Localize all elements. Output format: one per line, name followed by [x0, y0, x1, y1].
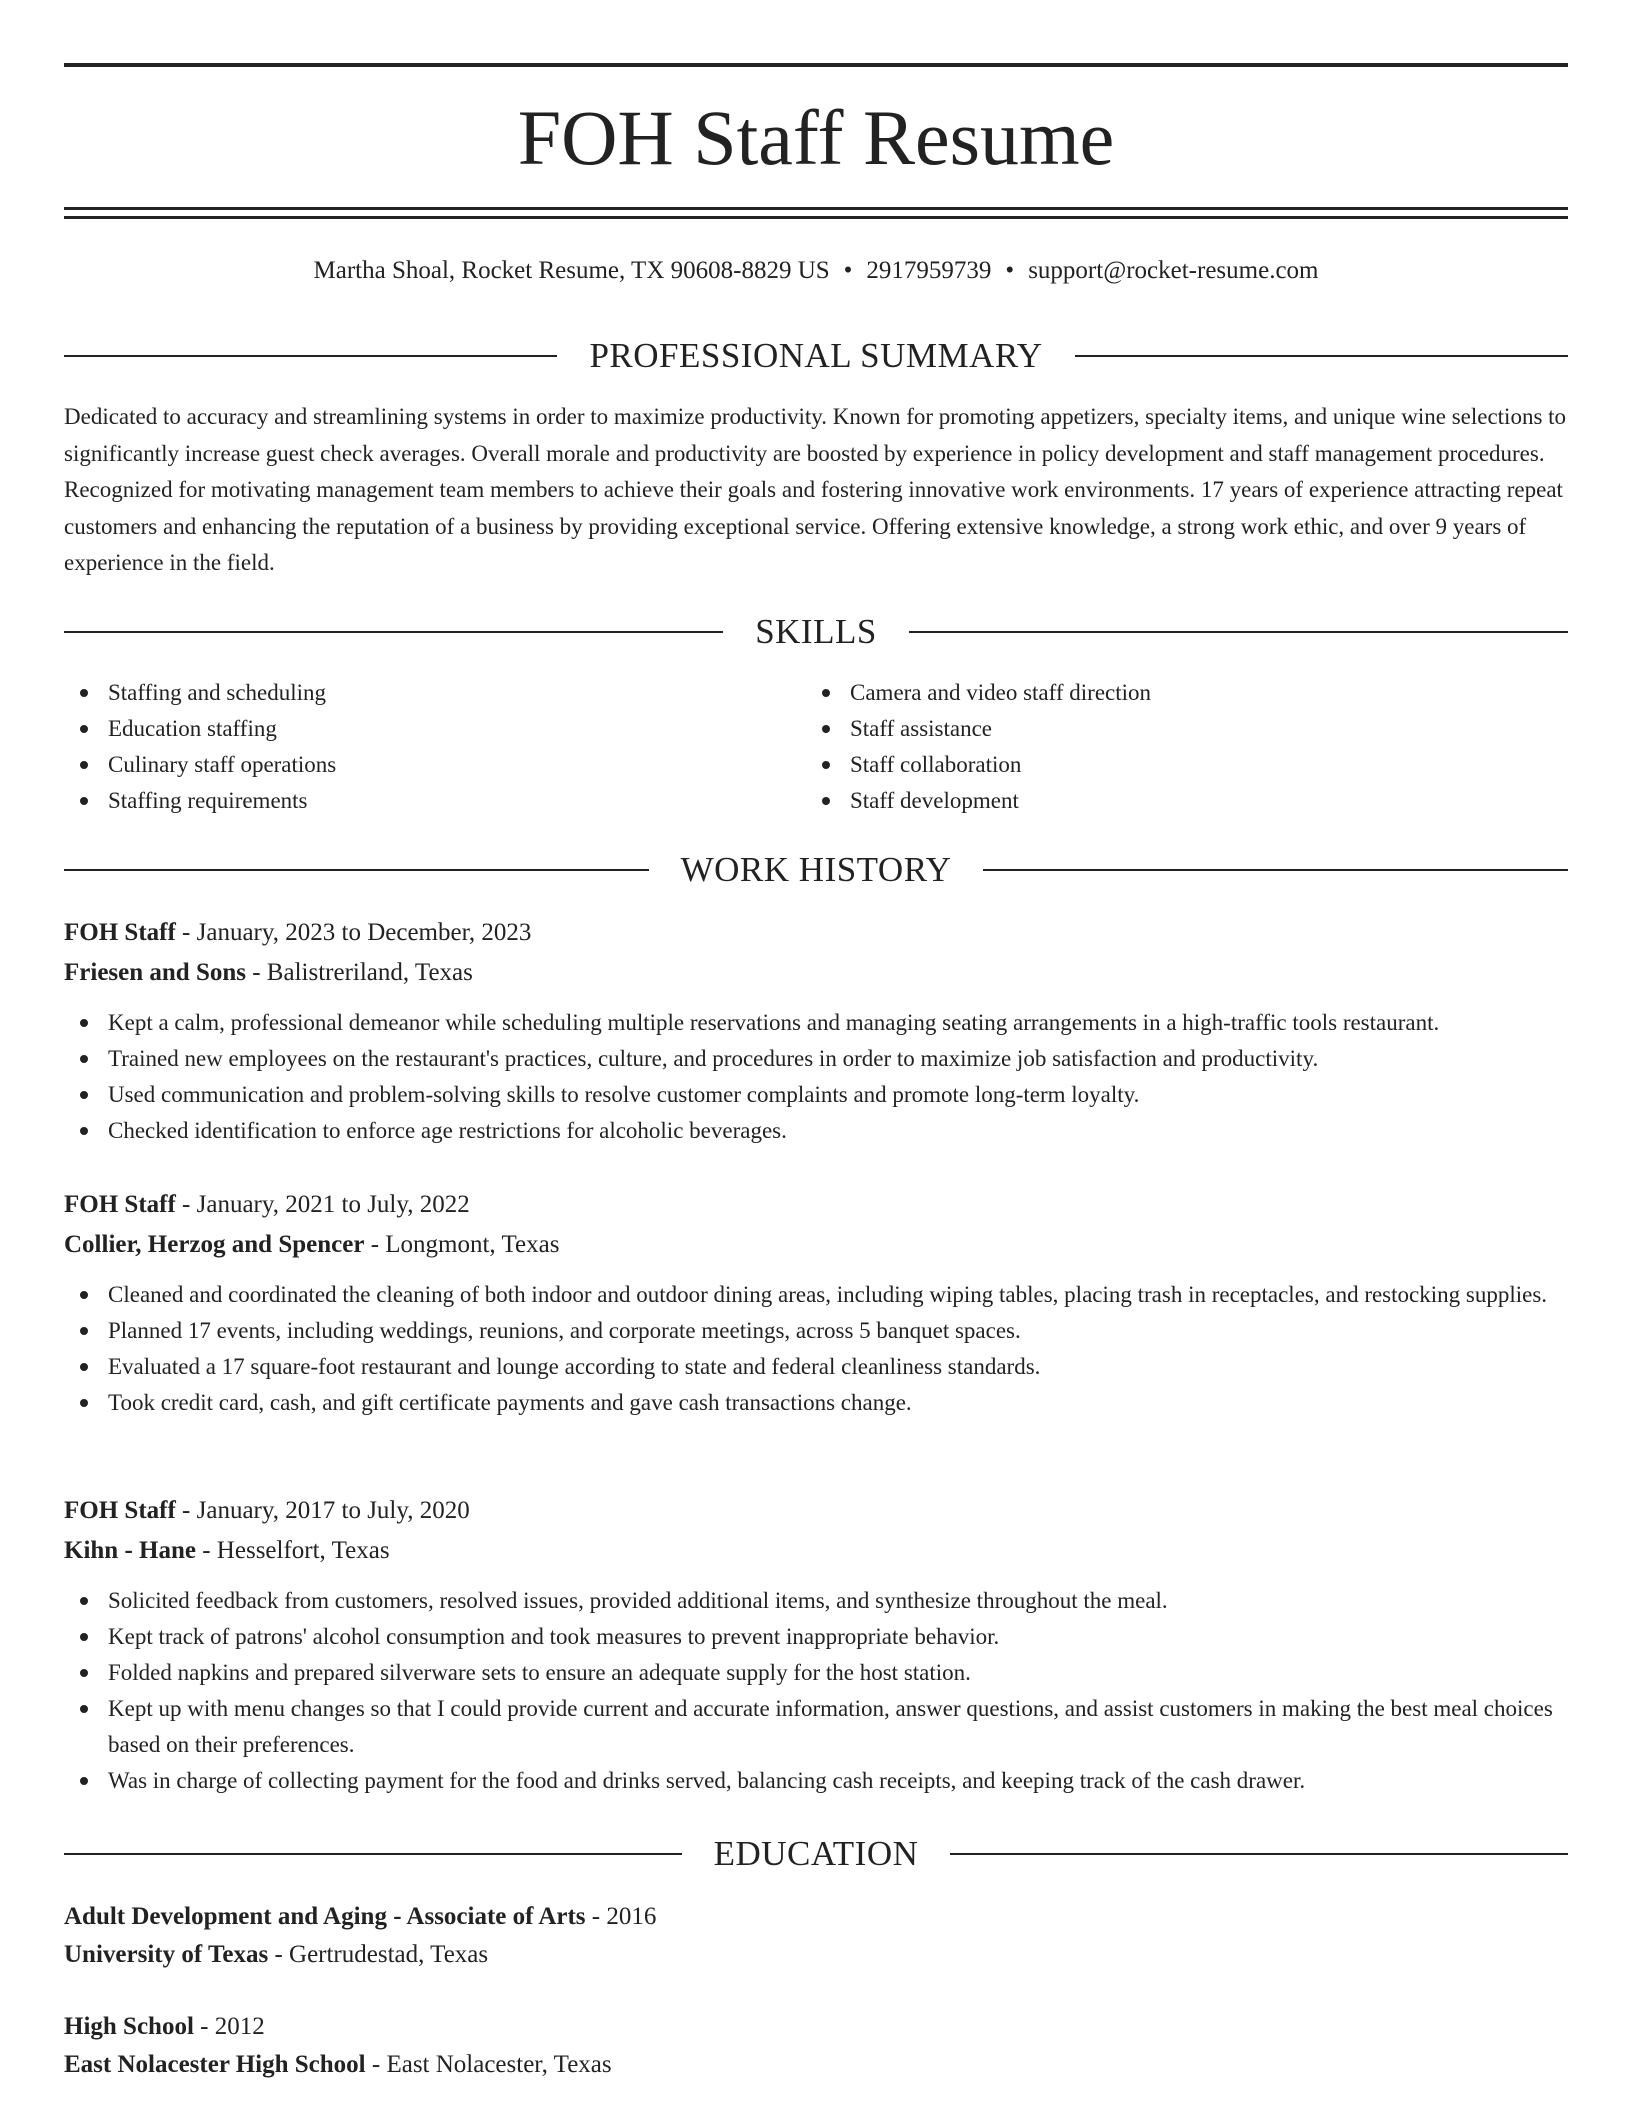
job-bullet: Checked identification to enforce age restrictions for alcoholic beverages.: [64, 1113, 1568, 1149]
job-title-line: [64, 1491, 1568, 1531]
education-year: - 2016: [591, 1903, 657, 1930]
section-rule-right: [983, 869, 1568, 871]
section-title-work: WORK HISTORY: [680, 850, 952, 889]
skill-item: Staff development: [806, 783, 1506, 819]
section-rule-right: [909, 631, 1568, 633]
job-company: Friesen and Sons: [64, 959, 246, 986]
job-bullets: [64, 1277, 1568, 1421]
section-heading-skills: [64, 610, 1568, 654]
section-rule-left: [64, 631, 723, 633]
job-bullet: Evaluated a 17 square-foot restaurant and lounge according to state and federal cleanliness standards.: [64, 1349, 1568, 1385]
skill-item: Staff assistance: [806, 711, 1506, 747]
skills-list-right: [806, 675, 1506, 819]
section-rule-right: [950, 1853, 1568, 1855]
header-top-rule: [64, 63, 1568, 67]
job-bullet: Trained new employees on the restaurant's practices, culture, and procedures in order to maximize job satisfaction and productivity.: [64, 1041, 1568, 1077]
contact-phone: 2917959739: [866, 257, 992, 284]
job-company-line: [64, 953, 1568, 993]
job-bullet: Cleaned and coordinated the cleaning of both indoor and outdoor dining areas, including wiping tables, placing trash in receptacles, and restocking supplies.: [64, 1277, 1568, 1313]
job-company-line: [64, 1225, 1568, 1265]
job-bullet: Planned 17 events, including weddings, reunions, and corporate meetings, across 5 banquet spaces.: [64, 1313, 1568, 1349]
skill-item: Culinary staff operations: [64, 747, 764, 783]
section-title-summary: PROFESSIONAL SUMMARY: [589, 336, 1043, 375]
header-double-rule-upper: [64, 207, 1568, 210]
education-degree: Adult Development and Aging - Associate of Arts: [64, 1903, 586, 1930]
job-entry: [64, 1185, 1568, 1421]
job-entry: [64, 1491, 1568, 1799]
job-company: Kihn - Hane: [64, 1537, 196, 1564]
job-location: - Balistreriland, Texas: [252, 959, 473, 986]
skill-item: Camera and video staff direction: [806, 675, 1506, 711]
job-dates: - January, 2021 to July, 2022: [182, 1191, 470, 1218]
job-bullet: Kept track of patrons' alcohol consumption and took measures to prevent inappropriate behavior.: [64, 1619, 1568, 1655]
job-bullet: Took credit card, cash, and gift certificate payments and gave cash transactions change.: [64, 1385, 1568, 1421]
job-bullet: Kept a calm, professional demeanor while scheduling multiple reservations and managing seating arrangements in a high-traffic tools restaurant.: [64, 1005, 1568, 1041]
job-location: - Hesselfort, Texas: [202, 1537, 390, 1564]
section-rule-left: [64, 869, 649, 871]
skill-item: Staffing requirements: [64, 783, 764, 819]
contact-email: support@rocket-resume.com: [1028, 257, 1319, 284]
skill-item: Education staffing: [64, 711, 764, 747]
job-title-line: [64, 1185, 1568, 1225]
education-year: - 2012: [200, 2013, 265, 2040]
education-degree-line: [64, 1898, 1568, 1936]
job-dates: - January, 2017 to July, 2020: [182, 1497, 470, 1524]
job-company: Collier, Herzog and Spencer: [64, 1231, 365, 1258]
job-location: - Longmont, Texas: [370, 1231, 560, 1258]
job-dates: - January, 2023 to December, 2023: [182, 919, 532, 946]
section-rule-left: [64, 355, 557, 357]
section-title-skills: SKILLS: [755, 612, 877, 651]
section-heading-education: [64, 1832, 1568, 1876]
section-rule-right: [1075, 355, 1568, 357]
education-entry: [64, 1898, 1568, 1974]
section-title-education: EDUCATION: [713, 1834, 919, 1873]
job-company-line: [64, 1531, 1568, 1571]
skills-list-left: [64, 675, 764, 819]
contact-line: [64, 255, 1568, 287]
resume-title: FOH Staff Resume: [517, 94, 1115, 181]
header-double-rule-lower: [64, 216, 1568, 219]
section-heading-work: [64, 848, 1568, 892]
contact-separator: •: [843, 257, 853, 284]
education-location: - Gertrudestad, Texas: [274, 1941, 489, 1968]
job-bullets: [64, 1005, 1568, 1149]
summary-text: Dedicated to accuracy and streamlining systems in order to maximize productivity. Known for promoting appetizers, specialty items, and unique wine selections to significantly increase guest check averages. Overall morale and productivity are boosted by experience in policy development and staff management procedures. Recognized for motivating management team members to achieve their goals and fostering innovative work environments. 17 years of experience attracting repeat customers and enhancing the reputation of a business by providing exceptional service. Offering extensive knowledge, a strong work ethic, and over 9 years of experience in the field.: [64, 404, 1567, 575]
job-bullet: Folded napkins and prepared silverware sets to ensure an adequate supply for the host station.: [64, 1655, 1568, 1691]
skill-item: Staff collaboration: [806, 747, 1506, 783]
job-title: FOH Staff: [64, 919, 176, 946]
job-bullet: Was in charge of collecting payment for the food and drinks served, balancing cash receipts, and keeping track of the cash drawer.: [64, 1763, 1568, 1799]
job-bullets: [64, 1583, 1568, 1799]
education-degree-line: [64, 2008, 1568, 2046]
job-bullet: Used communication and problem-solving skills to resolve customer complaints and promote long-term loyalty.: [64, 1077, 1568, 1113]
education-entry: [64, 2008, 1568, 2084]
job-bullet: Solicited feedback from customers, resolved issues, provided additional items, and synthesize throughout the meal.: [64, 1583, 1568, 1619]
education-school-line: [64, 1936, 1568, 1974]
job-title-line: [64, 913, 1568, 953]
education-degree: High School: [64, 2013, 194, 2040]
job-entry: [64, 913, 1568, 1149]
section-heading-summary: [64, 334, 1568, 378]
education-school-line: [64, 2046, 1568, 2084]
section-rule-left: [64, 1853, 682, 1855]
job-title: FOH Staff: [64, 1191, 176, 1218]
education-school: University of Texas: [64, 1941, 269, 1968]
contact-separator: •: [1005, 257, 1015, 284]
job-title: FOH Staff: [64, 1497, 176, 1524]
skill-item: Staffing and scheduling: [64, 675, 764, 711]
education-school: East Nolacester High School: [64, 2051, 366, 2078]
education-location: - East Nolacester, Texas: [371, 2051, 612, 2078]
job-bullet: Kept up with menu changes so that I could provide current and accurate information, answer questions, and assist customers in making the best meal choices based on their preferences.: [64, 1691, 1568, 1763]
contact-address: Martha Shoal, Rocket Resume, TX 90608-8829 US: [313, 257, 830, 284]
